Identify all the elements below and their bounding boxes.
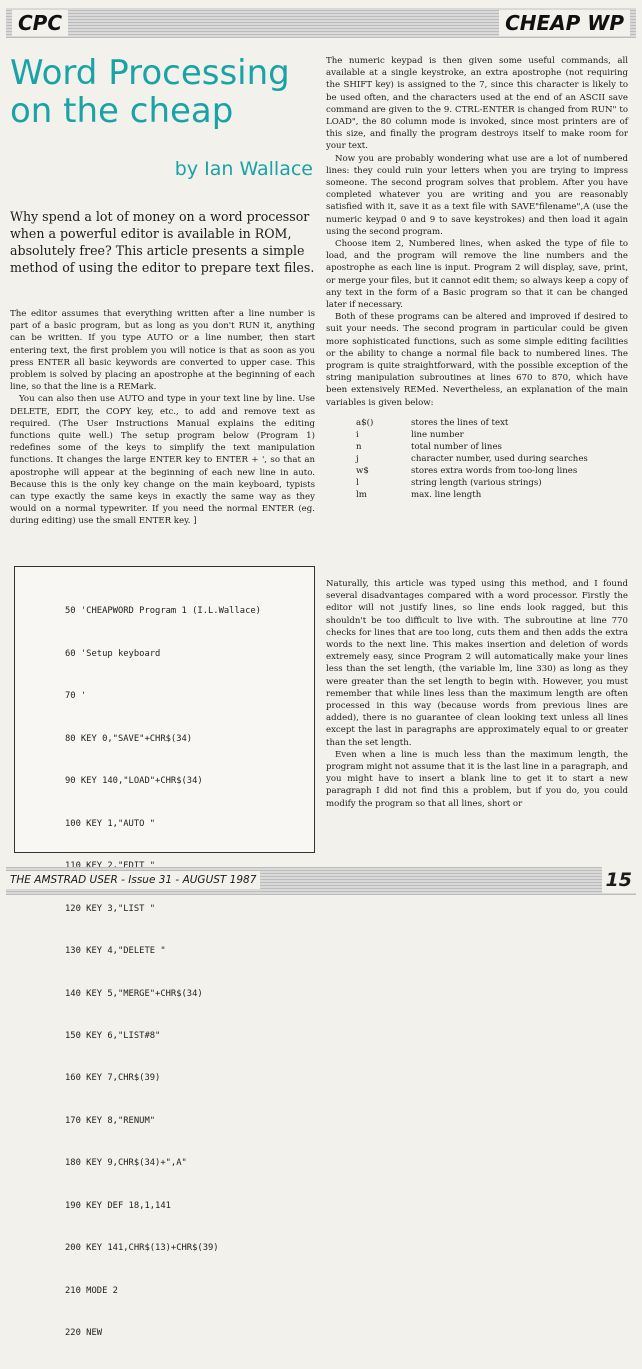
code-line: 150 KEY 6,"LIST#8"	[65, 1031, 161, 1041]
code-line: 210 MODE 2	[65, 1285, 118, 1296]
variable-name: w$	[356, 465, 369, 476]
code-line: 80 KEY 0,"SAVE"+CHR$(34)	[65, 733, 193, 744]
body-paragraph: Now you are probably wondering what use are a lot of numbered lines: they could ruin your letters when you are trying to impress someone. The second program solves that problem. After you have completed whatever you are writing and you are reasonably satisfied with it, save it as a text file with SAVE"filename",A (use the numeric keypad 0 and 9 to save keystrokes) and then load it again using the second program.	[326, 153, 628, 237]
variable-row	[356, 477, 588, 489]
title-line-1: Word Processing	[10, 53, 290, 93]
code-line: 160 KEY 7,CHR$(39)	[65, 1073, 161, 1084]
code-line: 100 KEY 1,"AUTO "	[65, 818, 156, 829]
byline: by Ian Wallace	[174, 158, 313, 180]
code-line: 60 'Setup keyboard	[65, 648, 161, 659]
variable-row	[356, 429, 588, 441]
body-paragraph: You can also then use AUTO and type in your text line by line. Use DELETE, EDIT, the COPY key, etc., to add and remove text as required. (The User Instructions Manual explains the editing functions quite well.) The setup program below (Program 1) redefines some of the keys to simplify the text manipulation functions. It changes the large ENTER key to ENTER + ', so that an apostrophe will appear at the beginning of each new line in auto. Because this is the only key change on the main keyboard, typists can type exactly the same keys in exactly the same way as they would on a normal typewriter. If you need the normal ENTER (eg. during editing) use the small ENTER key. ]	[10, 394, 315, 527]
title-line-2: on the cheap	[10, 91, 234, 131]
variable-name: a$()	[356, 417, 374, 428]
code-line: 50 'CHEAPWORD Program 1 (I.L.Wallace)	[65, 606, 261, 617]
right-body	[326, 55, 628, 509]
section-label: CPC	[12, 10, 68, 36]
body-paragraph: Even when a line is much less than the maximum length, the program might not assume that it is the last line in a paragraph, and you might have to insert a blank line to get it to start a new paragraph I did not find this a problem, but if you do, you could modify the program so that all lines, short or	[326, 749, 628, 809]
code-lines	[65, 576, 314, 1369]
body-paragraph: The editor assumes that everything written after a line number is part of a basic program, but as long as you don't RUN it, anything can be written. If you type AUTO or a line number, then start entering text, the first problem you will notice is that as soon as you press ENTER all basic keywords are converted to upper case. This problem is solved by placing an apostrophe at the beginning of each line, so that the line is a REMark.	[10, 309, 315, 393]
body-paragraph: Naturally, this article was typed using this method, and I found several disadvantages compared with a word processor. Firstly the editor will not justify lines, so line ends look ragged, but this shouldn't be too difficult to live with. The subroutine at line 770 checks for lines that are too long, cuts them and then adds the extra words to the next line. This makes insertion and deletion of words extremely easy, since Program 2 will automatically make your lines less than the set length, (the variable lm, line 330) as long as they were greater than the set length to begin with. However, you must remember that while lines less than the maximum length are often processed in this way (because words from previous lines are added), there is no guarantee of clean looking text unless all lines except the last in paragraphs are approximately equal to or greater than the set length.	[326, 579, 628, 748]
code-line: 220 NEW	[65, 1328, 103, 1339]
intro-paragraph: Why spend a lot of money on a word processor when a powerful editor is available in ROM, absolutely free? This article presents a simple method of using the editor to prepare text files.	[10, 209, 315, 275]
variable-row	[356, 441, 588, 453]
variables-table	[356, 417, 588, 501]
publication-info: THE AMSTRAD USER - Issue 31 - AUGUST 1987	[6, 871, 260, 889]
code-line: 130 KEY 4,"DELETE "	[65, 946, 166, 957]
variable-desc: stores extra words from too-long lines	[411, 465, 578, 476]
footer-band	[6, 867, 636, 895]
variable-name: l	[356, 477, 359, 488]
section-tag: CHEAP WP	[499, 10, 630, 36]
page-number: 15	[602, 867, 636, 893]
code-line: 140 KEY 5,"MERGE"+CHR$(34)	[65, 988, 203, 999]
variable-name: n	[356, 441, 362, 452]
variable-desc: total number of lines	[411, 441, 502, 452]
code-line: 200 KEY 141,CHR$(13)+CHR$(39)	[65, 1243, 219, 1254]
article-title	[10, 54, 315, 130]
variable-row	[356, 489, 588, 501]
header-band	[6, 8, 636, 38]
body-paragraph: Choose item 2, Numbered lines, when asked the type of file to load, and the program will remove the line numbers and the apostrophe as each line is input. Program 2 will display, save, print, or merge your files, but it cannot edit them; so always keep a copy of any text in the form of a Basic program so that it can be changed later if necessary.	[326, 239, 628, 311]
code-line: 120 KEY 3,"LIST "	[65, 903, 156, 914]
variable-name: i	[356, 429, 359, 440]
code-line: 170 KEY 8,"RENUM"	[65, 1115, 156, 1126]
variable-desc: stores the lines of text	[411, 417, 509, 428]
body-paragraph: Both of these programs can be altered and improved if desired to suit your needs. The second program in particular could be given more sophisticated functions, such as some simple editing facilities or the ability to change a normal file back to numbered lines. The program is quite straightforward, with the possible exception of the string manipulation subroutines at lines 670 to 870, which have been extensively REMed. Nevertheless, an explanation of the main variables is given below:	[326, 312, 628, 408]
right-lower-body	[326, 578, 628, 810]
variable-name: j	[356, 453, 359, 464]
left-body	[10, 308, 315, 528]
code-line: 90 KEY 140,"LOAD"+CHR$(34)	[65, 776, 203, 787]
code-line: 190 KEY DEF 18,1,141	[65, 1200, 171, 1211]
variable-desc: max. line length	[411, 489, 482, 500]
variable-row	[356, 453, 588, 465]
code-line: 70 '	[65, 691, 87, 702]
body-paragraph: The numeric keypad is then given some useful commands, all available at a single keystroke, an extra apostrophe (not requiring the SHIFT key) is assigned to the 7, since this character is likely to be used often, and the characters used at the end of an ASCII save command are given to the 9. CTRL-ENTER is changed from RUN" to LOAD", the 80 column mode is invoked, since most printers are of this size, and finally the program destroys itself to make room for your text.	[326, 56, 628, 152]
variable-row	[356, 465, 588, 477]
variable-name: lm	[356, 489, 367, 500]
variable-desc: string length (various strings)	[411, 477, 542, 488]
variable-desc: character number, used during searches	[411, 453, 588, 464]
variable-row	[356, 417, 588, 429]
variable-desc: line number	[411, 429, 464, 440]
code-line: 180 KEY 9,CHR$(34)+",A"	[65, 1158, 187, 1169]
